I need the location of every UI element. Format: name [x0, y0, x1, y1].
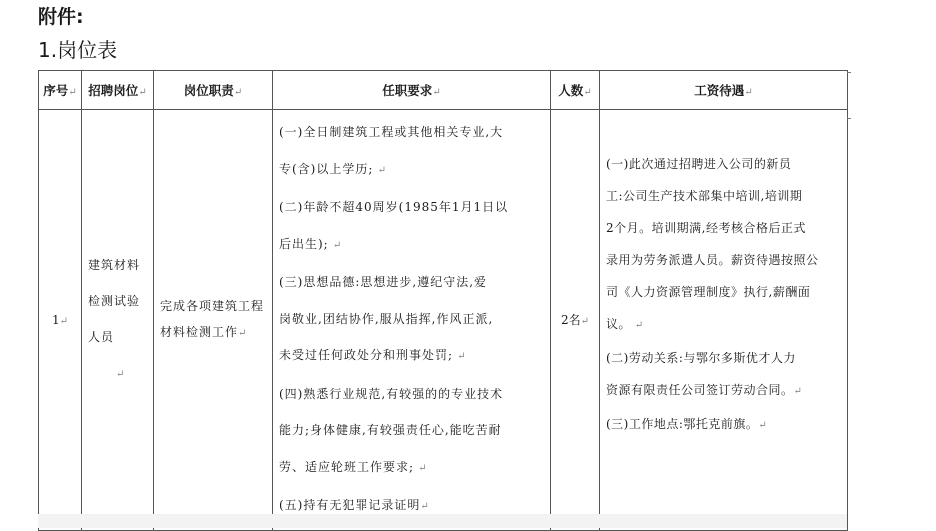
cell-position: 建筑材料 检测试验 人员 ↵: [82, 110, 154, 531]
section-title: 1.岗位表: [38, 38, 118, 62]
table-header-row: [39, 71, 848, 110]
page-bottom-strip: [38, 514, 847, 528]
header-requirements: 任职要求↵: [273, 71, 551, 110]
cell-requirements: (一)全日制建筑工程或其他相关专业,大 专(含)以上学历; ↵ (二)年龄不超40周岁(1985年1月1日以 后出生); ↵ (三)思想品德:思想进步,遵纪守法,爱 岗敬业,团结协作,服从指挥,作风正派, 未受过任何政处分和刑事处罚; ↵ (四)熟悉行业规范,有较强的的专业技术 能力;身体健康,有较强责任心,能吃苦耐 劳、适应轮班工作要求; ↵ (五)持有无犯罪记录证明↵: [273, 110, 551, 531]
header-salary: 工资待遇↵: [600, 71, 848, 110]
table-edge-mark: [847, 72, 851, 73]
cell-headcount: 2名↵: [551, 110, 600, 531]
header-duty: 岗位职责↵: [154, 71, 273, 110]
header-headcount: 人数↵: [551, 71, 600, 110]
cell-serial-no: 1↵: [39, 110, 82, 531]
cell-duty: 完成各项建筑工程材料检测工作↵: [154, 110, 273, 531]
table-edge-mark: [847, 118, 851, 119]
positions-table: [38, 70, 848, 531]
cell-salary: (一)此次通过招聘进入公司的新员 工:公司生产技术部集中培训,培训期 2个月。培训期满,经考核合格后正式 录用为劳务派遣人员。薪资待遇按照公 司《人力资源管理制度》执行,薪酬面 议。 ↵ (二)劳动关系:与鄂尔多斯优才人力 资源有限责任公司签订劳动合同。↵ (三)工作地点:鄂托克前旗。↵: [600, 110, 848, 531]
table-row: [39, 110, 848, 531]
attachment-heading: 附件:: [38, 6, 84, 28]
header-position: 招聘岗位↵: [82, 71, 154, 110]
header-serial-no: 序号↵: [39, 71, 82, 110]
